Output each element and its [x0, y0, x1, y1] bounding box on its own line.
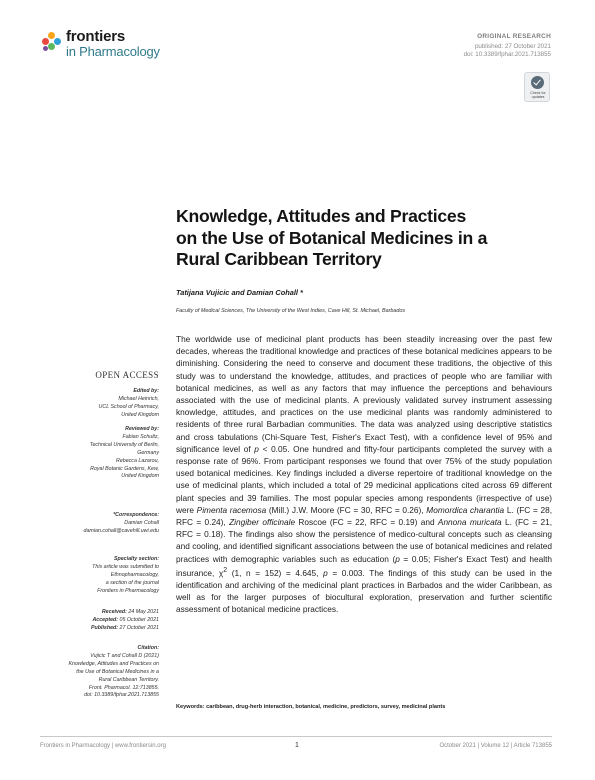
- checkmark-icon: [531, 76, 544, 89]
- abstract-part: = 0.05; Fisher's Exact Test) and health insurance, χ: [176, 553, 553, 578]
- frontiers-logo-icon: [40, 29, 64, 53]
- reviewed-by-label: Reviewed by:: [125, 426, 159, 432]
- editor-affiliation: UCL School of Pharmacy,: [98, 403, 159, 410]
- editor-country: United Kingdom: [121, 411, 159, 418]
- logo-dot-purple: [43, 46, 48, 51]
- received-label: Received:: [101, 609, 127, 615]
- edited-by-label: Edited by:: [133, 388, 159, 394]
- accepted-label: Accepted:: [92, 616, 119, 623]
- citation-line: Knowledge, Attitudes and Practices on: [68, 660, 159, 667]
- abstract-part: The worldwide use of medicinal plant products has been steadily increasing over the past few decades, whereas the traditional knowledge and practices of these botanical medicines appears to be diminishing. Considering the need to conserve and document these traditions, the objective of this study was to understand the knowledge, attitudes, and practices of people who are familiar with botanical medicines, as well as any factors that may influence the perceptions and behaviours associated with the use of medicinal plants. A previously validated survey instrument assessing knowledge, attitudes, and practices on the use medicinal plants was randomly administered to residents of three rural Barbadian communities. The data was analyzed using descriptive statistics and cross tabulations (Chi-Square Test, Fisher's Exact Test), with a confidence level of 95% and significance level of: [176, 334, 552, 454]
- reviewer-name[interactable]: Rebecca Lazarou,: [116, 457, 159, 464]
- citation-line: the Use of Botanical Medicines in a: [76, 668, 159, 675]
- check-for-updates-label: [525, 91, 551, 99]
- abstract-part: L. (FC = 28, RFC = 0.24),: [176, 504, 553, 528]
- corresponding-author: Damian Cohall: [124, 519, 159, 526]
- citation-line: Front. Pharmacol. 12:713855.: [88, 684, 159, 691]
- citation-block: [40, 645, 159, 700]
- correspondence-block: [40, 512, 159, 536]
- abstract-part: < 0.05. One hundred and fifty-four participants completed the survey with a response rate of 96%. From participant responses we found that over 75% of the study population used botanical medicines. Key findings included a diverse repertoire of traditional knowledge on the use of medicinal plants, which included a total of 29 medicinal applications cited across 69 different plant species and 39 families. The most popular species among respondents (irrespective of use) were: [176, 443, 552, 515]
- edited-by-block: [40, 388, 159, 420]
- footer-journal-link[interactable]: Frontiers in Pharmacology | www.frontiersin.org: [40, 743, 166, 749]
- species-name: Momordica charantia: [426, 504, 505, 515]
- article-authors[interactable]: Tatijana Vujicic and Damian Cohall *: [176, 288, 303, 297]
- citation-line: Vujicic T and Cohall D (2021): [90, 652, 159, 659]
- correspondence-label: *Correspondence:: [113, 512, 159, 518]
- abstract-symbol: p: [395, 553, 400, 564]
- received-date: [40, 609, 159, 617]
- species-name: Zingiber officinale: [229, 517, 296, 528]
- author-affiliation: Faculty of Medical Sciences, The University of the West Indies, Cave Hill, St. Michael, Barbados: [176, 308, 406, 314]
- published-date: published: 27 October 2021: [474, 43, 551, 50]
- reviewer-affiliation: Technical University of Berlin,: [89, 441, 159, 448]
- logo-dot-blue: [54, 38, 61, 45]
- species-name: Annona muricata: [437, 517, 502, 528]
- frontiers-logo[interactable]: [40, 26, 180, 62]
- abstract-symbol: p: [254, 443, 259, 454]
- reviewer-name[interactable]: Fabian Schultz,: [122, 433, 159, 440]
- published-label: Published:: [90, 624, 119, 631]
- keywords-list: caribbean, drug-herb interaction, botanical, medicine, predictors, survey, medicinal plants: [204, 704, 446, 710]
- abstract-text: [176, 333, 552, 615]
- specialty-line: This article was submitted to: [92, 563, 159, 570]
- superscript: 2: [223, 566, 228, 574]
- open-access-label: OPEN ACCESS: [95, 370, 159, 380]
- published-value: 27 October 2021: [118, 624, 159, 631]
- check-badge-line-1: Check for: [530, 91, 546, 95]
- species-name: Pimenta racemosa: [196, 504, 267, 515]
- abstract-part: L. (FC = 21, RFC = 0.18). The findings also show the persistence of medico-cultural concepts such as cleansing and cooling, and identified significant associations between the use of botanical medicines and related practices with demographic variables such as education (: [176, 517, 553, 564]
- check-badge-line-2: updates: [531, 95, 545, 99]
- accepted-date: [40, 617, 159, 625]
- correspondence-email-link[interactable]: damian.cohall@cavehill.uwi.edu: [83, 527, 159, 534]
- reviewer-affiliation: Royal Botanic Gardens, Kew,: [90, 465, 159, 472]
- specialty-line: Ethnopharmacology,: [110, 571, 159, 578]
- abstract-part: Roscoe (FC = 22, RFC = 0.19) and: [295, 517, 438, 528]
- keywords-line: [176, 704, 556, 710]
- logo-dot-green: [48, 43, 55, 50]
- footer-divider: [40, 736, 552, 737]
- received-value: 24 May 2021: [126, 609, 159, 615]
- reviewer-country: United Kingdom: [121, 473, 159, 480]
- article-title: [176, 206, 556, 271]
- article-type: ORIGINAL RESEARCH: [477, 33, 551, 40]
- title-line-1: Knowledge, Attitudes and Practices: [176, 206, 467, 226]
- editor-name[interactable]: Michael Heinrich,: [118, 395, 159, 402]
- dates-block: [40, 609, 159, 633]
- footer-issue-info: October 2021 | Volume 12 | Article 713855: [439, 743, 552, 749]
- reviewed-by-block: [40, 426, 159, 481]
- abstract-part: = 0.003. The findings of this study can be used in the identification and archiving of the medicinal plant practices in Barbados and the wider Caribbean, as well as for the larger purposes of biocultural exploration, preservation and further scientific assessment of botanical medicine practices.: [176, 567, 552, 615]
- specialty-section-block: [40, 556, 159, 596]
- logo-name: frontiers: [66, 28, 126, 45]
- specialty-section-label: Specialty section:: [113, 556, 159, 562]
- specialty-line: Frontiers in Pharmacology: [97, 587, 159, 594]
- title-line-3: Rural Caribbean Territory: [176, 249, 382, 269]
- title-line-2: on the Use of Botanical Medicines in a: [176, 227, 488, 248]
- abstract-part: (1, n = 152) = 4.645,: [227, 567, 324, 578]
- logo-journal-name: in Pharmacology: [66, 44, 160, 59]
- abstract-part: (Mill.) J.W. Moore (FC = 30, RFC = 0.26),: [266, 504, 427, 515]
- specialty-line: a section of the journal: [105, 579, 159, 586]
- doi-link[interactable]: doi: 10.3389/fphar.2021.713855: [463, 51, 551, 58]
- check-for-updates-button[interactable]: [524, 72, 550, 102]
- citation-doi-link[interactable]: doi: 10.3389/fphar.2021.713855: [84, 692, 159, 699]
- logo-dot-orange: [48, 32, 55, 39]
- citation-line: Rural Caribbean Territory.: [98, 676, 159, 683]
- accepted-value: 05 October 2021: [118, 616, 159, 623]
- citation-label: Citation:: [137, 645, 159, 651]
- abstract-symbol: p: [323, 567, 328, 578]
- keywords-label: Keywords:: [176, 704, 205, 710]
- reviewer-country: Germany: [137, 449, 159, 456]
- page-number: 1: [295, 742, 299, 749]
- published-date-side: [40, 625, 159, 633]
